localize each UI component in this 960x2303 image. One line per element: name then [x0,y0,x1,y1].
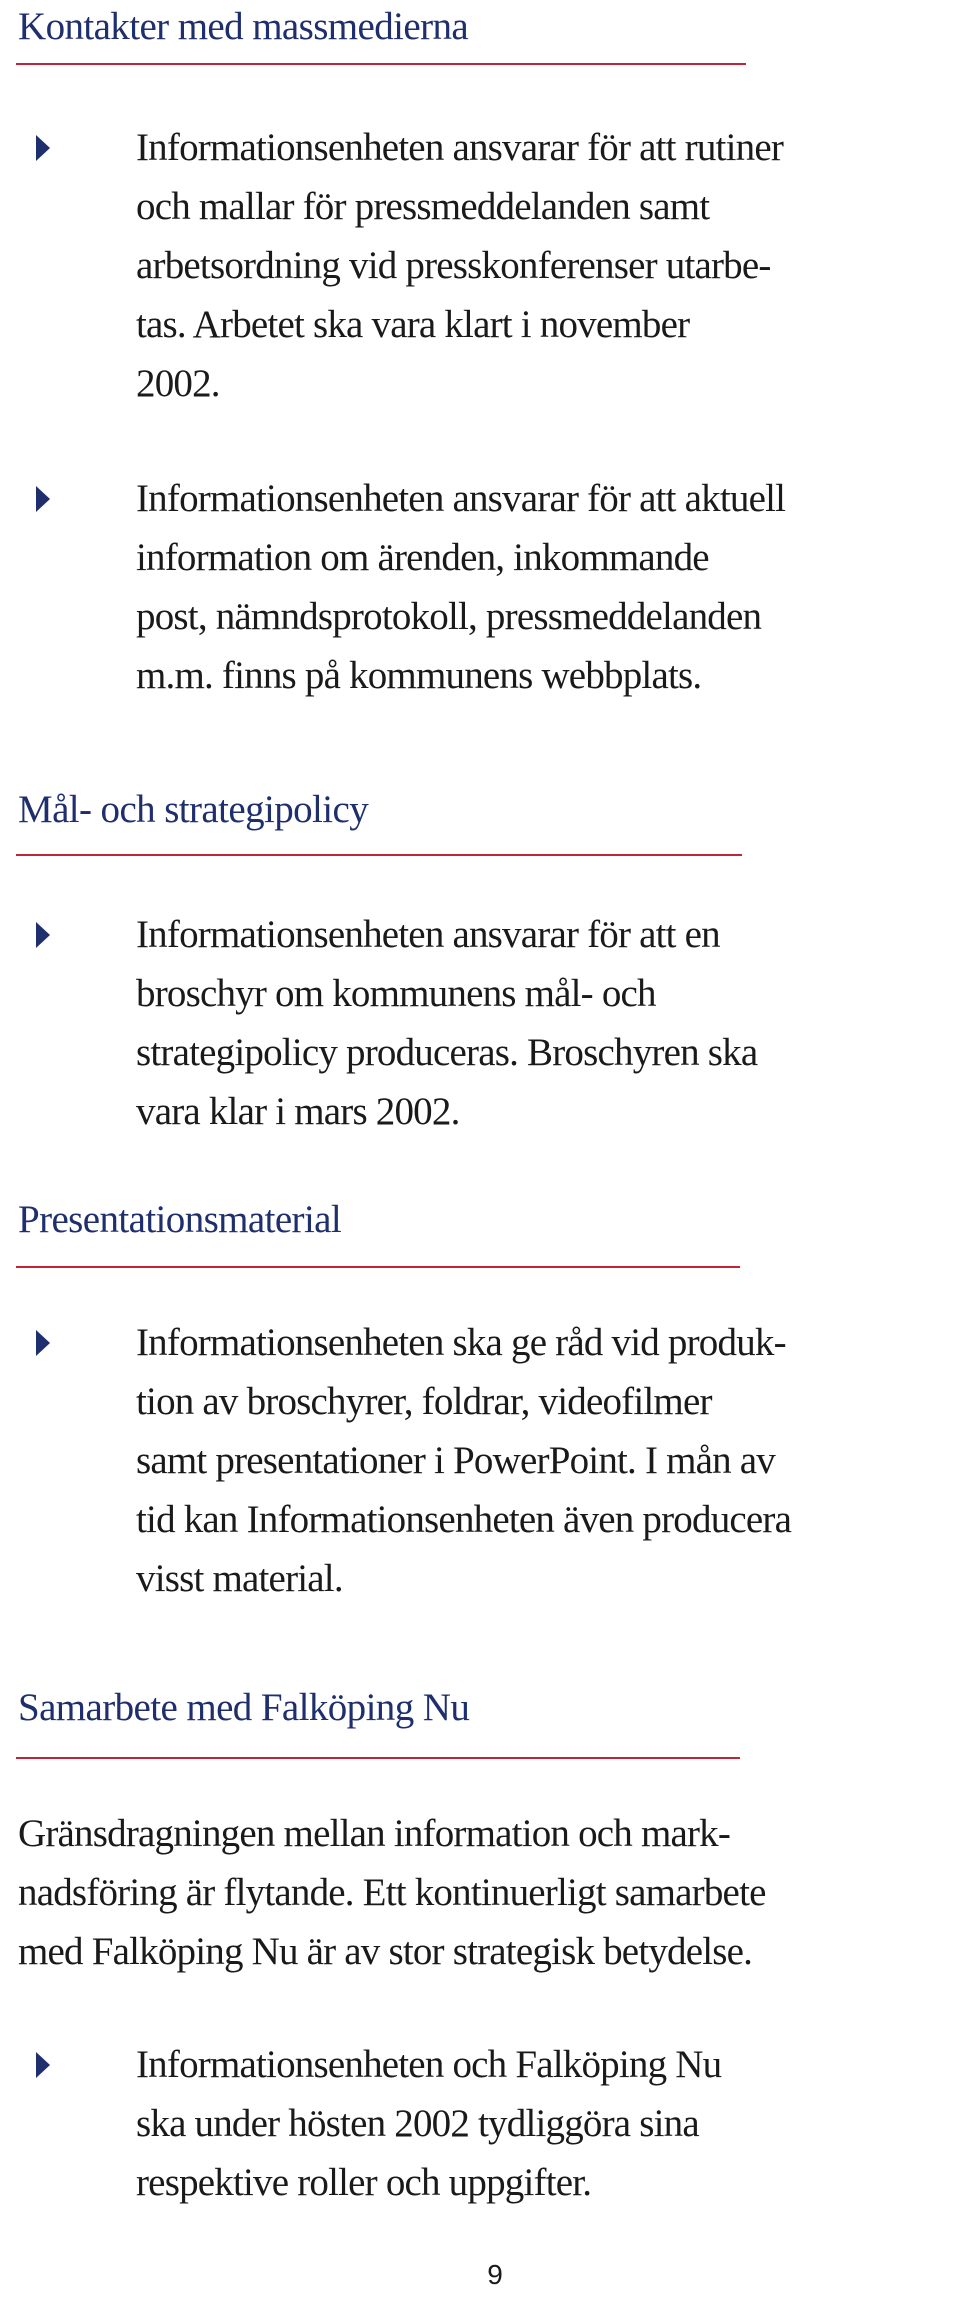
heading-rule [16,1266,740,1268]
list-item: Informationsenheten ansvarar för att en broschyr om kommunens mål- och strategipolicy produceras. Broschyren ska vara klar i mars 2002. [136,913,758,1133]
section-heading: Kontakter med massmedierna [18,5,469,48]
body-paragraph: Gränsdragningen mellan information och mark- nadsföring är flytande. Ett kontinuerligt samarbete med Falköping Nu är av stor strategisk betydelse. [18,1812,766,1973]
triangle-right-icon [36,2052,50,2078]
triangle-right-icon [36,135,50,161]
heading-rule [16,63,746,65]
list-item: Informationsenheten ansvarar för att aktuell information om ärenden, inkommande post, nämndsprotokoll, pressmeddelanden m.m. finns på kommunens webbplats. [136,477,786,697]
list-item: Informationsenheten ska ge råd vid produk- tion av broschyrer, foldrar, videofilmer samt presentationer i PowerPoint. I mån av tid kan Informationsenheten även producera visst material. [136,1321,792,1600]
list-item: Informationsenheten ansvarar för att rutiner och mallar för pressmeddelanden samt arbetsordning vid presskonferenser utarbe- tas. Arbetet ska vara klart i november 2002. [136,126,784,405]
heading-rule [16,1757,740,1759]
list-item: Informationsenheten och Falköping Nu ska under hösten 2002 tydliggöra sina respektive roller och uppgifter. [136,2043,722,2204]
section-heading: Presentationsmaterial [18,1198,342,1241]
triangle-right-icon [36,486,50,512]
section-heading: Samarbete med Falköping Nu [18,1686,470,1729]
section-heading: Mål- och strategipolicy [18,788,369,831]
heading-rule [16,854,742,856]
page-number: 9 [487,2259,503,2290]
triangle-right-icon [36,1330,50,1356]
triangle-right-icon [36,922,50,948]
